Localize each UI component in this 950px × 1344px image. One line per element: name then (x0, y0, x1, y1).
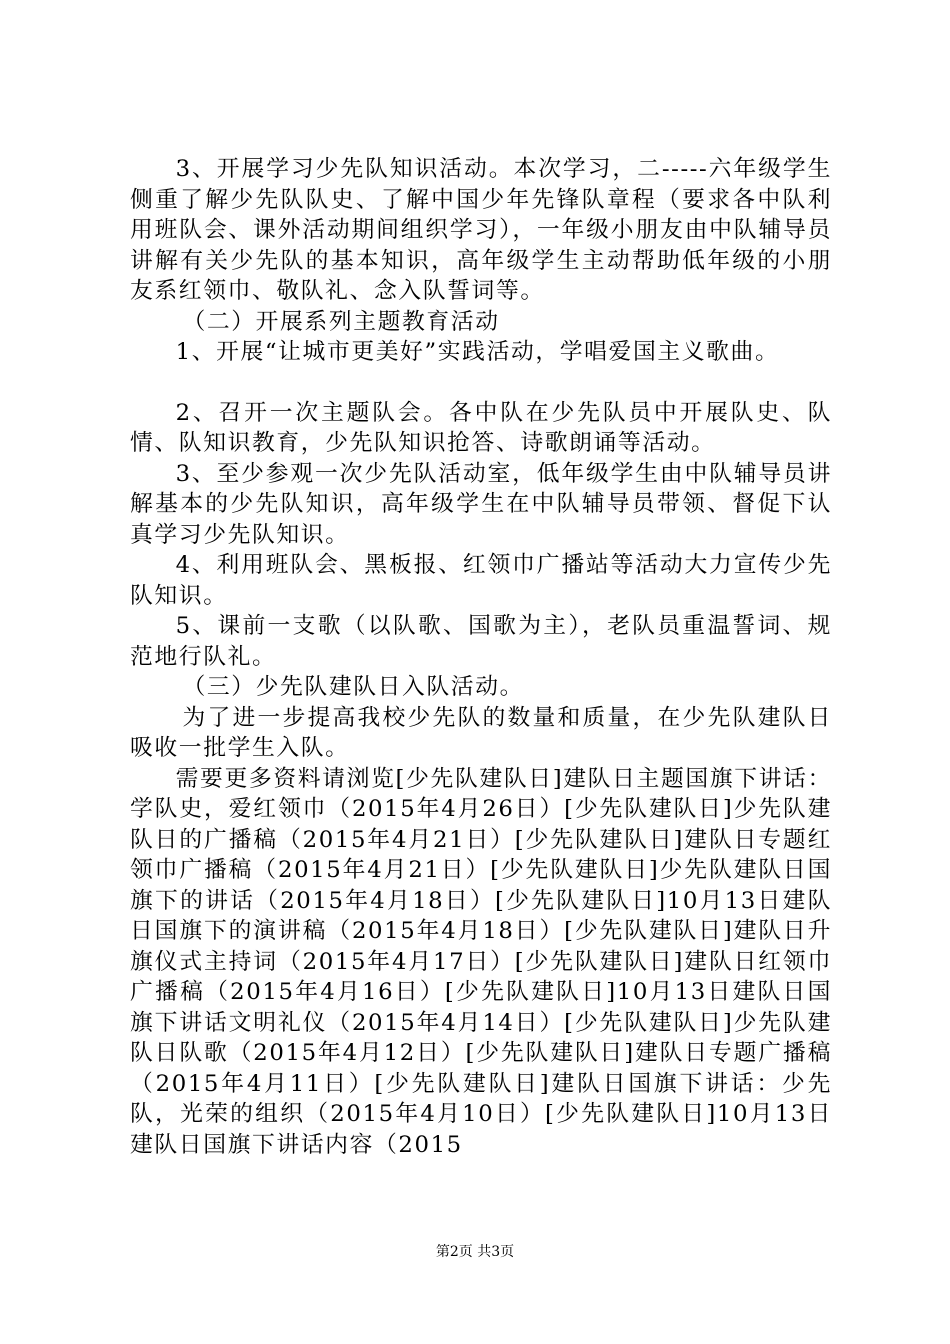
section-heading-3: （三）少先队建队日入队活动。 (182, 674, 524, 700)
paragraph-enrollment: 为了进一步提高我校少先队的数量和质量，在少先队建队日吸收一批学生入队。 (130, 704, 832, 761)
document-body (130, 154, 832, 1160)
paragraph-theme-3: 3、至少参观一次少先队活动室，低年级学生由中队辅导员讲解基本的少先队知识，高年级学生在中队辅导员带领、督促下认真学习少先队知识。 (130, 460, 832, 548)
paragraph-theme-5: 5、课前一支歌（以队歌、国歌为主），老队员重温誓词、规范地行队礼。 (130, 613, 832, 670)
paragraph-gap (130, 368, 832, 398)
paragraph-theme-1: 1、开展“让城市更美好”实践活动，学唱爱国主义歌曲。 (175, 339, 780, 365)
paragraph-theme-4: 4、利用班队会、黑板报、红领巾广播站等活动大力宣传少先队知识。 (130, 552, 832, 609)
paragraph-theme-2: 2、召开一次主题队会。各中队在少先队员中开展队史、队情、队知识教育，少先队知识抢答、诗歌朗诵等活动。 (130, 399, 832, 456)
page-number-footer: 第2页 共3页 (435, 1244, 515, 1260)
paragraph-activity-3: 3、开展学习少先队知识活动。本次学习，二-----六年级学生侧重了解少先队队史、了解中国少年先锋队章程（要求各中队利用班队会、课外活动期间组织学习），一年级小朋友由中队辅导员讲解有关少先队的基本知识，高年级学生主动帮助低年级的小朋友系红领巾、敬队礼、念入队誓词等。 (130, 156, 832, 304)
paragraph-more-resources: 需要更多资料请浏览[少先队建队日]建队日主题国旗下讲话：学队史，爱红领巾（2015年4月26日）[少先队建队日]少先队建队日的广播稿（2015年4月21日）[少先队建队日]建队日专题红领巾广播稿（2015年4月21日）[少先队建队日]少先队建队日国旗下的讲话（2015年4月18日）[少先队建队日]10月13日建队日国旗下的演讲稿（2015年4月18日）[少先队建队日]建队日升旗仪式主持词（2015年4月17日）[少先队建队日]建队日红领巾广播稿（2015年4月16日）[少先队建队日]10月13日建队日国旗下讲话文明礼仪（2015年4月14日）[少先队建队日]少先队建队日队歌（2015年4月12日）[少先队建队日]建队日专题广播稿（2015年4月11日）[少先队建队日]建队日国旗下讲话：少先队，光荣的组织（2015年4月10日）[少先队建队日]10月13日建队日国旗下讲话内容（2015 (130, 765, 832, 1158)
section-heading-2: （二）开展系列主题教育活动 (182, 308, 500, 335)
